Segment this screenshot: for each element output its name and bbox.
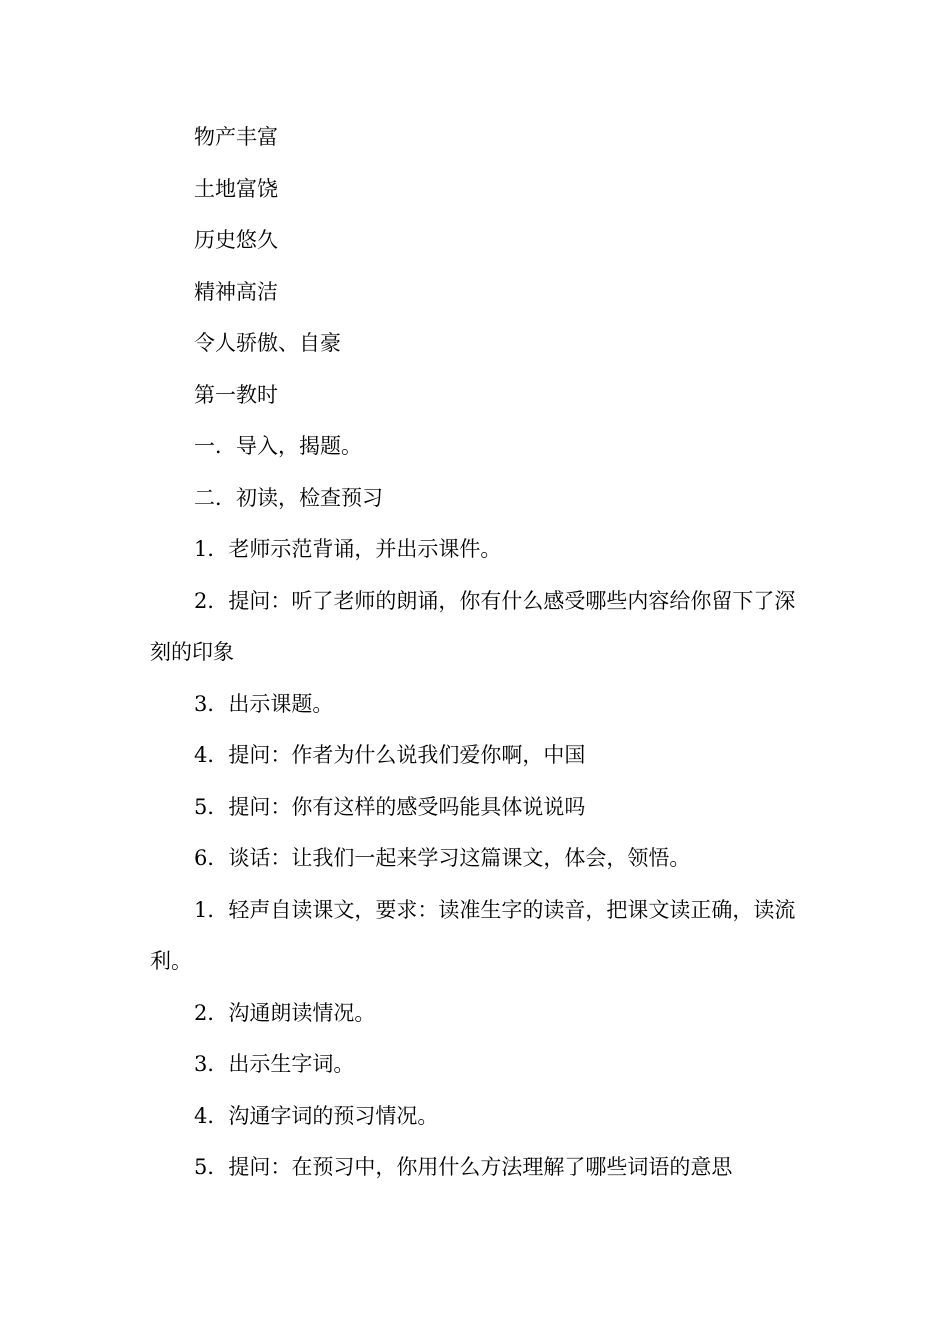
paragraph: 物产丰富 (194, 125, 278, 149)
list-item: 2．提问：听了老师的朗诵，你有什么感受哪些内容给你留下了深刻的印象 (150, 588, 796, 664)
list-item: 1．老师示范背诵，并出示课件。 (194, 537, 502, 561)
paragraph: 精神高洁 (194, 279, 278, 304)
list-item: 5．提问：在预习中，你用什么方法理解了哪些词语的意思 (194, 1155, 733, 1179)
list-item: 5．提问：你有这样的感受吗能具体说说吗 (194, 794, 586, 819)
list-item: 4．沟通字词的预习情况。 (194, 1103, 439, 1128)
paragraph: 土地富饶 (194, 176, 278, 201)
list-item: 6．谈话：让我们一起来学习这篇课文，体会，领悟。 (194, 846, 691, 870)
section-heading: 第一教时 (194, 382, 278, 407)
list-item: 1．轻声自读课文，要求：读准生字的读音，把课文读正确，读流利。 (150, 897, 796, 973)
document-body (150, 112, 800, 1194)
paragraph: 一．导入，揭题。 (194, 434, 362, 458)
list-item: 2．沟通朗读情况。 (194, 1000, 376, 1025)
list-item: 3．出示课题。 (194, 691, 334, 716)
paragraph: 二．初读，检查预习 (194, 485, 383, 510)
list-item: 3．出示生字词。 (194, 1052, 355, 1076)
paragraph: 历史悠久 (194, 228, 278, 252)
list-item: 4．提问：作者为什么说我们爱你啊，中国 (194, 743, 586, 767)
paragraph: 令人骄傲、自豪 (194, 331, 341, 355)
